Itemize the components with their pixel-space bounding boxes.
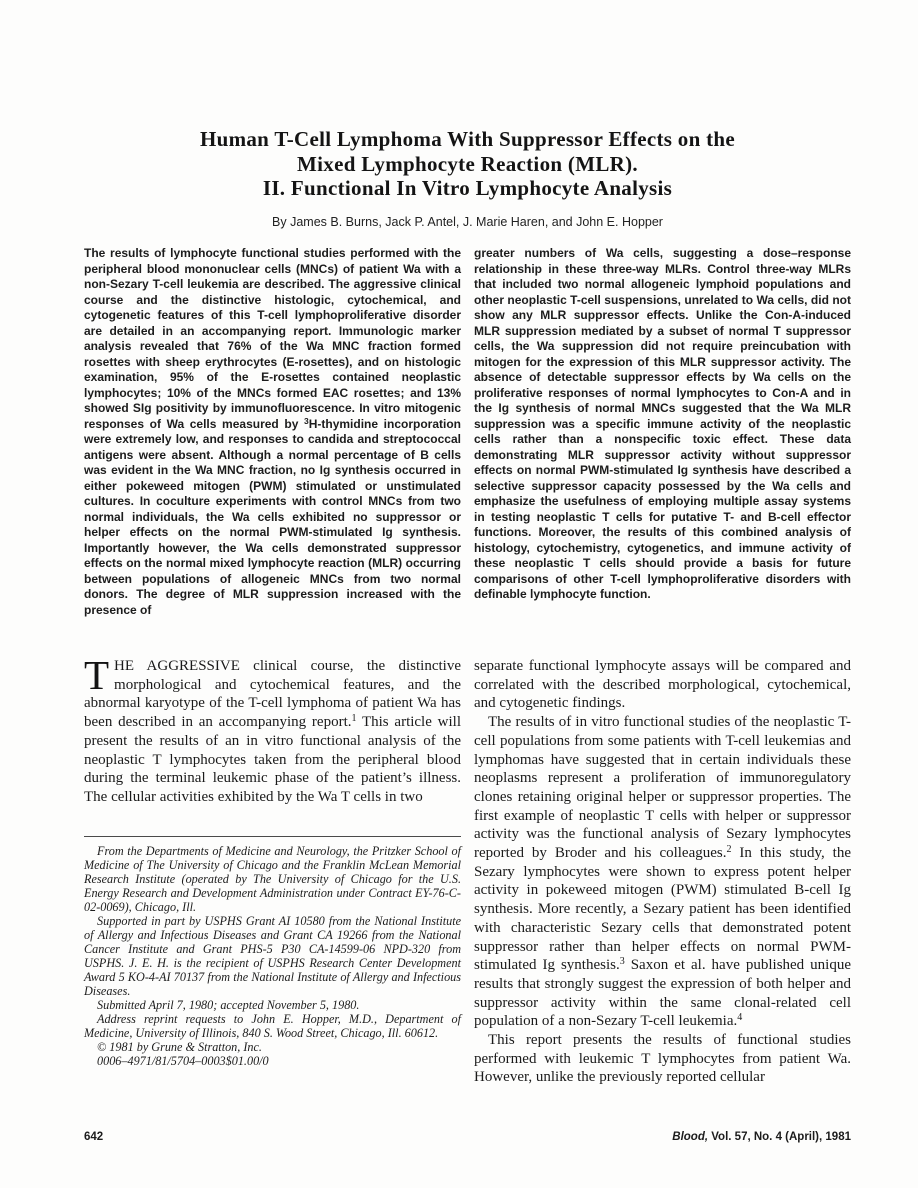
drop-cap: T [84,652,110,698]
reference-superscript-1: 1 [351,713,357,725]
article-header [84,127,851,229]
page-title-line-1: Human T-Cell Lymphoma With Suppressor Effects on the [199,127,736,151]
footnote-funding: Supported in part by USPHS Grant AI 10580 from the National Institute of Allergy and Infectious Diseases and Grant CA 19266 from the National Cancer Institute and Grant PHS-5 P30 CA-14599-06 NPD-320 from USPHS. J. E. H. is the recipient of USPHS Research Center Development Award 5 KO-4-AI 70137 from the National Institute of Allergy and Infectious Diseases. [84,913,461,998]
body-paragraph-results [474,713,851,1031]
abstract-left-column [84,246,461,618]
page-number: 642 [84,1131,104,1143]
footnote-copyright: © 1981 by Grune & Stratton, Inc. [97,1039,262,1054]
abstract-right-text: greater numbers of Wa cells, suggesting a dose–response relationship in these three-way MLRs. Control three-way MLRs that included two normal allogeneic lymphoid populations and other neoplastic T-cell suspensions, unrelated to Wa cells, did not show any MLR suppressor effects. Unlike the Con-A-induced MLR suppression mediated by a subset of normal T suppressor cells, the Wa suppression did not require preincubation with mitogen for the expression of this MLR suppressor activity. The absence of detectable suppressor effects by Wa cells on the proliferative responses of normal lymphocytes to Con-A and in the Ig synthesis of normal MNCs suggested that the Wa MLR suppression was a specific immune activity of the neoplastic cells rather than a nonspecific toxic effect. These data demonstrating MLR suppressor activity without suppressor effects on normal PWM-stimulated Ig synthesis have described a selective suppressor capacity possessed by the Wa cells and emphasize the usefulness of employing multiple assay systems in testing neoplastic T cells for putative T- and B-cell effector functions. Moreover, the results of this combined analysis of histology, cytochemistry, cytogenetics, and immune activity of these neoplastic T cells should provide a basis for future comparisons of other T-cell lymphoproliferative disorders with definable lymphocyte function. [474,246,851,601]
footnote-reprint-address: Address reprint requests to John E. Hopper, M.D., Department of Medicine, University of Illinois, 840 S. Wood Street, Chicago, Ill. 60612. [84,1011,461,1040]
footnote-submission-dates: Submitted April 7, 1980; accepted November 5, 1980. [97,997,360,1012]
body-paragraph-intro [84,652,461,807]
abstract-section [84,246,851,618]
reference-superscript-4: 4 [737,1012,743,1024]
abstract-right-column [474,246,851,618]
abstract-left-text-1: The results of lymphocyte functional studies performed with the peripheral blood mononuclear cells (MNCs) of patient Wa with a non-Sezary T-cell leukemia are described. The aggressive clinical course and the distinctive histologic, cytochemical, and cytogenetic features of this T-cell lymphoproliferative disorder are detailed in an accompanying report. Immunologic marker analysis revealed that 76% of the Wa MNC fraction formed rosettes with sheep erythrocytes (E-rosettes), and on histologic examination, 95% of the E-rosettes contained neoplastic lymphocytes; 10% of the MNCs formed EAC rosettes; and 13% showed SIg positivity by immunofluorescence. In vitro mitogenic responses of Wa cells measured by [84,246,461,431]
journal-citation [672,1131,851,1143]
body-right-text-3: Saxon et al. have published unique results that strongly suggest the expression of both helper and suppressor activity within the same clonal-related cell population of a non-Sezary T-cell leukemia. [474,957,851,1030]
journal-name: Blood, [672,1131,709,1143]
body-left-text-1: HE AGGRESSIVE clinical course, the distinctive morphological and cytochemical features, and the abnormal karyotype of the T-cell lymphoma of patient Wa has been described in an accompanying report. [84,658,461,731]
page-title-line-2: Mixed Lymphocyte Reaction (MLR). [297,151,638,176]
article-body [84,652,851,1087]
body-right-text-1: The results of in vitro functional studies of the neoplastic T-cell populations from some patients with T-cell leukemias and lymphomas have suggested that in certain individuals these neoplasms represent a proliferation of immunoregulatory clones retaining original helper or suppressor properties. The first example of neoplastic T cells with helper or suppressor activity was the functional analysis of Sezary lymphocytes reported by Broder and his colleagues. [474,714,851,862]
reference-superscript-2: 2 [726,844,732,856]
footnote-divider [84,836,461,837]
footnote-issn-code: 0006–4971/81/5704–0003$01.00/0 [97,1053,269,1068]
body-paragraph-continuation: separate functional lymphocyte assays will be compared and correlated with the described morphological, cytochemical, and cytogenetic findings. [474,658,851,712]
body-paragraph-report: This report presents the results of functional studies performed with leukemic T lymphocytes from patient Wa. However, unlike the previously reported cellular [474,1032,851,1086]
body-left-text-2: This article will present the results of an in vitro functional analysis of the neoplastic T lymphocytes taken from the peripheral blood during the terminal leukemic phase of the patient’s illness. The cellular activities exhibited by the Wa T cells in two [84,714,461,805]
journal-volume-info: Vol. 57, No. 4 (April), 1981 [708,1131,851,1143]
page-title-line-3: II. Functional In Vitro Lymphocyte Analysis [262,176,673,200]
footnotes-block [84,844,461,1068]
footnote-affiliation: From the Departments of Medicine and Neurology, the Pritzker School of Medicine of The University of Chicago and the Franklin McLean Memorial Research Institute (operated by The University of Chicago for the U.S. Energy Research and Development Administration under Contract EY-76-C-02-0069), Chicago, Ill. [84,843,461,914]
body-left-column [84,652,461,1087]
reference-superscript-3: 3 [619,956,625,968]
byline: By James B. Burns, Jack P. Antel, J. Marie Haren, and John E. Hopper [272,214,663,229]
body-right-text-2: In this study, the Sezary lymphocytes were shown to express potent helper activity in pokeweed mitogen (PWM) stimulated B-cell Ig synthesis. More recently, a Sezary patient has been identified with characteristic Sezary cells that demonstrated potent suppressor rather than helper effects on normal PWM-stimulated Ig synthesis. [474,845,851,974]
body-right-column [474,657,851,1087]
abstract-left-text-2: H-thymidine incorporation were extremely low, and responses to candida and streptococcal antigens were absent. Although a normal percentage of B cells was evident in the Wa MNC fraction, no Ig synthesis occurred in either pokeweed mitogen (PWM) stimulated or unstimulated cultures. In coculture experiments with control MNCs from two normal individuals, the Wa cells exhibited no suppressor or helper effects on the normal PWM-stimulated Ig synthesis. Importantly however, the Wa cells demonstrated suppressor effects on the normal mixed lymphocyte reaction (MLR) occurring between populations of allogeneic MNCs from two normal donors. The degree of MLR suppression increased with the presence of [84,416,461,617]
isotope-superscript: 3 [303,415,309,426]
page-footer [84,1131,851,1143]
